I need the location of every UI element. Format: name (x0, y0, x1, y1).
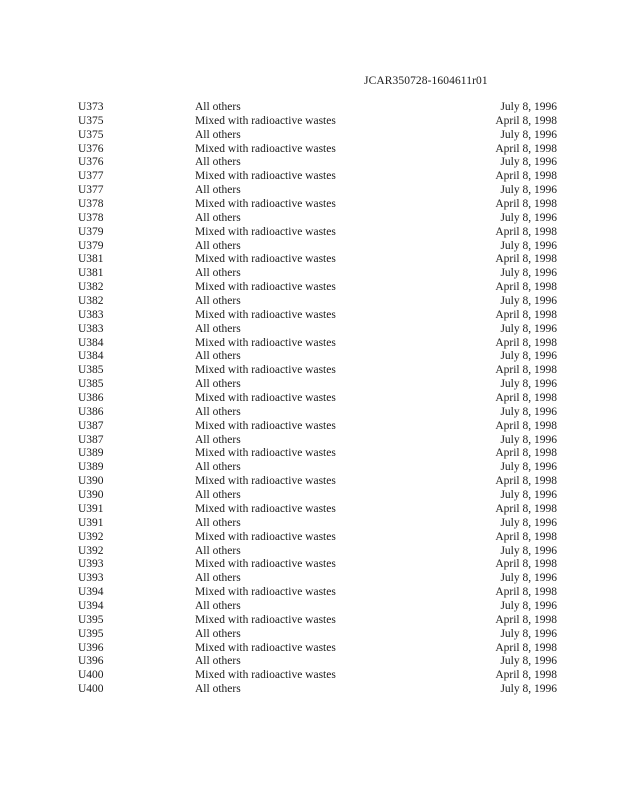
effective-date: July 8, 1996 (500, 489, 557, 502)
effective-date: July 8, 1996 (500, 544, 557, 557)
waste-code: U378 (78, 198, 104, 211)
effective-date: April 8, 1998 (495, 558, 557, 571)
table-row (0, 129, 621, 143)
waste-description: All others (195, 128, 241, 141)
waste-description: Mixed with radioactive wastes (195, 475, 336, 488)
effective-date: April 8, 1998 (495, 419, 557, 432)
effective-date: April 8, 1998 (495, 641, 557, 654)
effective-date: July 8, 1996 (500, 405, 557, 418)
effective-date: July 8, 1996 (500, 599, 557, 612)
waste-code: U385 (78, 364, 104, 377)
table-row (0, 253, 621, 267)
waste-code: U395 (78, 613, 104, 626)
table-row (0, 198, 621, 212)
waste-code: U375 (78, 128, 104, 141)
waste-code: U390 (78, 475, 104, 488)
waste-code: U394 (78, 586, 104, 599)
waste-description: Mixed with radioactive wastes (195, 669, 336, 682)
effective-date: April 8, 1998 (495, 364, 557, 377)
effective-date: April 8, 1998 (495, 669, 557, 682)
effective-date: April 8, 1998 (495, 336, 557, 349)
table-row (0, 572, 621, 586)
table-row (0, 558, 621, 572)
waste-code: U391 (78, 502, 104, 515)
effective-date: April 8, 1998 (495, 613, 557, 626)
effective-date: July 8, 1996 (500, 627, 557, 640)
table-row (0, 517, 621, 531)
waste-code: U377 (78, 170, 104, 183)
effective-date: April 8, 1998 (495, 308, 557, 321)
table-row (0, 184, 621, 198)
table-row (0, 364, 621, 378)
waste-code: U393 (78, 558, 104, 571)
waste-description: All others (195, 489, 241, 502)
effective-date: July 8, 1996 (500, 350, 557, 363)
table-row (0, 115, 621, 129)
waste-description: All others (195, 101, 241, 113)
waste-description: All others (195, 433, 241, 446)
waste-code: U386 (78, 405, 104, 418)
waste-description: Mixed with radioactive wastes (195, 613, 336, 626)
waste-description: All others (195, 572, 241, 585)
document-id: JCAR350728-1604611r01 (364, 75, 488, 87)
waste-description: All others (195, 211, 241, 224)
effective-date: April 8, 1998 (495, 392, 557, 405)
waste-description: Mixed with radioactive wastes (195, 253, 336, 266)
effective-date: July 8, 1996 (500, 683, 557, 696)
table-row (0, 337, 621, 351)
waste-code: U376 (78, 142, 104, 155)
table-row (0, 475, 621, 489)
waste-description: Mixed with radioactive wastes (195, 419, 336, 432)
waste-description: Mixed with radioactive wastes (195, 336, 336, 349)
waste-description: Mixed with radioactive wastes (195, 225, 336, 238)
effective-date: April 8, 1998 (495, 475, 557, 488)
waste-description: All others (195, 322, 241, 335)
table-row (0, 323, 621, 337)
table-row (0, 406, 621, 420)
effective-date: July 8, 1996 (500, 156, 557, 169)
waste-code: U375 (78, 114, 104, 127)
waste-code: U396 (78, 655, 104, 668)
table-row (0, 614, 621, 628)
effective-date: April 8, 1998 (495, 198, 557, 211)
table-row (0, 683, 621, 697)
waste-code: U381 (78, 267, 104, 280)
table-row (0, 309, 621, 323)
waste-code: U379 (78, 225, 104, 238)
waste-code: U383 (78, 322, 104, 335)
waste-description: Mixed with radioactive wastes (195, 502, 336, 515)
waste-description: Mixed with radioactive wastes (195, 114, 336, 127)
waste-code: U382 (78, 295, 104, 308)
effective-date: July 8, 1996 (500, 211, 557, 224)
waste-description: Mixed with radioactive wastes (195, 364, 336, 377)
effective-date: April 8, 1998 (495, 170, 557, 183)
effective-date: April 8, 1998 (495, 502, 557, 515)
table-row (0, 628, 621, 642)
effective-date: July 8, 1996 (500, 516, 557, 529)
waste-description: All others (195, 516, 241, 529)
waste-code: U392 (78, 544, 104, 557)
waste-description: All others (195, 378, 241, 391)
waste-description: All others (195, 683, 241, 696)
effective-date: July 8, 1996 (500, 322, 557, 335)
table-row (0, 669, 621, 683)
effective-date: July 8, 1996 (500, 378, 557, 391)
waste-description: Mixed with radioactive wastes (195, 142, 336, 155)
waste-description: All others (195, 350, 241, 363)
table-row (0, 143, 621, 157)
effective-date: July 8, 1996 (500, 655, 557, 668)
waste-description: Mixed with radioactive wastes (195, 641, 336, 654)
table-row (0, 655, 621, 669)
waste-description: Mixed with radioactive wastes (195, 281, 336, 294)
effective-date: April 8, 1998 (495, 142, 557, 155)
waste-description: All others (195, 405, 241, 418)
effective-date: July 8, 1996 (500, 295, 557, 308)
waste-code: U392 (78, 530, 104, 543)
effective-date: April 8, 1998 (495, 114, 557, 127)
waste-code-table (0, 101, 621, 697)
waste-code: U381 (78, 253, 104, 266)
effective-date: July 8, 1996 (500, 239, 557, 252)
waste-description: Mixed with radioactive wastes (195, 308, 336, 321)
waste-code: U387 (78, 419, 104, 432)
waste-code: U400 (78, 669, 104, 682)
effective-date: July 8, 1996 (500, 572, 557, 585)
waste-description: All others (195, 655, 241, 668)
effective-date: July 8, 1996 (500, 101, 557, 113)
waste-code: U373 (78, 101, 104, 113)
waste-code: U382 (78, 281, 104, 294)
waste-code: U383 (78, 308, 104, 321)
waste-code: U393 (78, 572, 104, 585)
waste-description: All others (195, 627, 241, 640)
waste-description: Mixed with radioactive wastes (195, 170, 336, 183)
waste-code: U386 (78, 392, 104, 405)
waste-description: All others (195, 295, 241, 308)
waste-code: U389 (78, 447, 104, 460)
table-row (0, 350, 621, 364)
waste-code: U391 (78, 516, 104, 529)
waste-code: U378 (78, 211, 104, 224)
table-row (0, 392, 621, 406)
table-row (0, 531, 621, 545)
table-row (0, 212, 621, 226)
effective-date: July 8, 1996 (500, 128, 557, 141)
waste-description: All others (195, 461, 241, 474)
table-row (0, 600, 621, 614)
effective-date: April 8, 1998 (495, 225, 557, 238)
table-row (0, 503, 621, 517)
table-row (0, 461, 621, 475)
waste-code: U387 (78, 433, 104, 446)
effective-date: July 8, 1996 (500, 184, 557, 197)
table-row (0, 281, 621, 295)
table-row (0, 434, 621, 448)
table-row (0, 489, 621, 503)
table-row (0, 295, 621, 309)
effective-date: April 8, 1998 (495, 447, 557, 460)
table-row (0, 545, 621, 559)
effective-date: July 8, 1996 (500, 461, 557, 474)
waste-code: U400 (78, 683, 104, 696)
effective-date: April 8, 1998 (495, 586, 557, 599)
waste-code: U384 (78, 350, 104, 363)
table-row (0, 447, 621, 461)
table-row (0, 378, 621, 392)
waste-description: Mixed with radioactive wastes (195, 558, 336, 571)
waste-description: All others (195, 239, 241, 252)
table-row (0, 226, 621, 240)
effective-date: July 8, 1996 (500, 433, 557, 446)
effective-date: April 8, 1998 (495, 253, 557, 266)
waste-code: U395 (78, 627, 104, 640)
waste-description: Mixed with radioactive wastes (195, 586, 336, 599)
waste-code: U394 (78, 599, 104, 612)
table-row (0, 267, 621, 281)
table-row (0, 170, 621, 184)
effective-date: April 8, 1998 (495, 281, 557, 294)
waste-code: U389 (78, 461, 104, 474)
waste-description: Mixed with radioactive wastes (195, 392, 336, 405)
waste-description: All others (195, 544, 241, 557)
table-row (0, 101, 621, 115)
waste-code: U377 (78, 184, 104, 197)
effective-date: April 8, 1998 (495, 530, 557, 543)
waste-description: Mixed with radioactive wastes (195, 198, 336, 211)
waste-code: U379 (78, 239, 104, 252)
waste-description: All others (195, 184, 241, 197)
table-row (0, 156, 621, 170)
table-row (0, 586, 621, 600)
waste-description: All others (195, 156, 241, 169)
waste-code: U376 (78, 156, 104, 169)
table-row (0, 240, 621, 254)
table-row (0, 420, 621, 434)
waste-code: U390 (78, 489, 104, 502)
waste-description: All others (195, 267, 241, 280)
waste-description: All others (195, 599, 241, 612)
waste-description: Mixed with radioactive wastes (195, 530, 336, 543)
table-row (0, 642, 621, 656)
waste-code: U384 (78, 336, 104, 349)
effective-date: July 8, 1996 (500, 267, 557, 280)
waste-code: U385 (78, 378, 104, 391)
waste-description: Mixed with radioactive wastes (195, 447, 336, 460)
waste-code: U396 (78, 641, 104, 654)
